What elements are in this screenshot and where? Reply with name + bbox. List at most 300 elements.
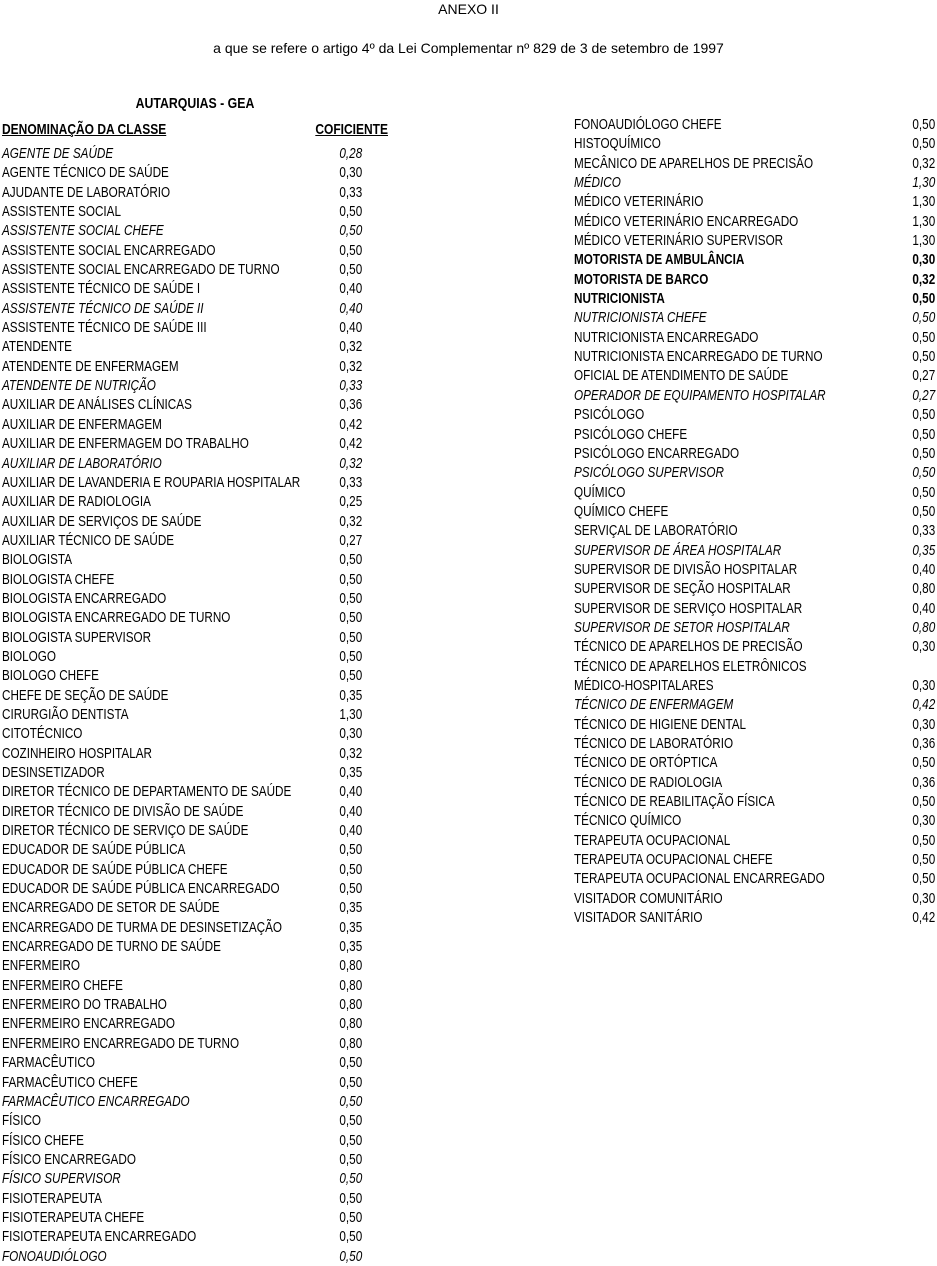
class-row <box>574 869 935 888</box>
document-subtitle: a que se refere o artigo 4º da Lei Complementar nº 829 de 3 de setembro de 1997 <box>213 40 724 56</box>
class-coefficient: 0,33 <box>339 473 362 491</box>
class-coefficient: 0,50 <box>339 551 362 569</box>
class-row <box>2 260 362 279</box>
class-coefficient: 0,40 <box>339 299 362 317</box>
class-name: OPERADOR DE EQUIPAMENTO HOSPITALAR <box>574 386 826 404</box>
class-row <box>2 956 362 975</box>
class-name: VISITADOR COMUNITÁRIO <box>574 889 723 907</box>
class-name: ENFERMEIRO <box>2 957 81 975</box>
class-coefficient: 0,50 <box>339 570 362 588</box>
class-name: AJUDANTE DE LABORATÓRIO <box>2 183 171 201</box>
class-name: AUXILIAR DE ENFERMAGEM DO TRABALHO <box>2 435 249 453</box>
class-name: TÉCNICO DE APARELHOS ELETRÔNICOS <box>574 657 807 675</box>
class-row <box>574 792 935 811</box>
section-title: AUTARQUIAS - GEA <box>135 95 255 112</box>
class-coefficient: 0,32 <box>912 154 935 172</box>
class-row <box>2 183 362 202</box>
class-row <box>2 995 362 1014</box>
class-name: ASSISTENTE SOCIAL CHEFE <box>2 222 164 240</box>
class-coefficient: 0,27 <box>912 367 935 385</box>
class-name: TÉCNICO DE APARELHOS DE PRECISÃO <box>574 638 803 656</box>
class-name: PSICÓLOGO <box>574 406 645 424</box>
class-name: FÍSICO <box>2 1112 42 1130</box>
document-title: ANEXO II <box>438 1 499 17</box>
class-name: BIOLOGO CHEFE <box>2 667 99 685</box>
class-coefficient: 0,50 <box>339 667 362 685</box>
class-coefficient: 0,50 <box>912 464 935 482</box>
class-name: BIOLOGISTA SUPERVISOR <box>2 628 152 646</box>
class-row <box>2 1227 362 1246</box>
class-name: MECÂNICO DE APARELHOS DE PRECISÃO <box>574 154 814 172</box>
class-coefficient: 0,50 <box>912 135 935 153</box>
class-coefficient: 0,50 <box>339 1054 362 1072</box>
class-coefficient: 0,32 <box>339 454 362 472</box>
column-header-name: DENOMINAÇÃO DA CLASSE <box>2 121 167 138</box>
right-class-list <box>574 115 935 927</box>
class-name: ATENDENTE DE ENFERMAGEM <box>2 357 179 375</box>
class-row <box>2 782 362 801</box>
class-row <box>2 1014 362 1033</box>
class-row <box>574 579 935 598</box>
class-coefficient: 0,30 <box>912 676 935 694</box>
class-name: AUXILIAR DE ENFERMAGEM <box>2 415 162 433</box>
class-row <box>2 144 362 163</box>
class-coefficient: 0,30 <box>912 638 935 656</box>
class-name: FONOAUDIÓLOGO <box>2 1247 107 1265</box>
class-row <box>574 115 935 134</box>
class-coefficient: 0,35 <box>912 541 935 559</box>
class-coefficient: 0,30 <box>912 715 935 733</box>
class-name: MÉDICO VETERINÁRIO ENCARREGADO <box>574 212 799 230</box>
class-coefficient: 0,32 <box>912 270 935 288</box>
class-row <box>2 860 362 879</box>
class-row <box>2 1131 362 1150</box>
class-row <box>2 376 362 395</box>
class-row <box>2 550 362 569</box>
class-name: SUPERVISOR DE DIVISÃO HOSPITALAR <box>574 560 798 578</box>
class-coefficient: 0,50 <box>912 425 935 443</box>
class-coefficient: 0,32 <box>339 512 362 530</box>
class-row <box>2 570 362 589</box>
class-coefficient: 0,42 <box>912 696 935 714</box>
class-name: MOTORISTA DE AMBULÂNCIA <box>574 251 745 269</box>
class-name: NUTRICIONISTA CHEFE <box>574 309 707 327</box>
class-name: TÉCNICO DE LABORATÓRIO <box>574 735 734 752</box>
class-coefficient: 0,30 <box>912 889 935 907</box>
class-name: TERAPEUTA OCUPACIONAL <box>574 831 731 849</box>
class-name: CIRURGIÃO DENTISTA <box>2 705 129 723</box>
class-row <box>574 328 935 347</box>
class-name: BIOLOGO <box>2 647 56 665</box>
class-row <box>574 386 935 405</box>
class-coefficient: 0,50 <box>339 628 362 646</box>
class-row <box>2 898 362 917</box>
class-row <box>574 502 935 521</box>
class-row <box>574 425 935 444</box>
class-name: DIRETOR TÉCNICO DE DIVISÃO DE SAÚDE <box>2 802 244 820</box>
class-row <box>574 347 935 366</box>
class-row <box>574 231 935 250</box>
class-coefficient: 0,50 <box>339 1247 362 1265</box>
class-name: TERAPEUTA OCUPACIONAL ENCARREGADO <box>574 870 825 888</box>
class-coefficient: 0,50 <box>912 290 935 308</box>
class-row <box>2 628 362 647</box>
class-coefficient: 0,35 <box>339 899 362 917</box>
class-row <box>2 1247 362 1266</box>
class-name: FÍSICO CHEFE <box>2 1131 84 1149</box>
class-coefficient: 0,36 <box>339 396 362 414</box>
class-name: BIOLOGISTA <box>2 551 73 569</box>
class-row <box>2 1053 362 1072</box>
class-coefficient: 0,50 <box>339 1112 362 1130</box>
class-row <box>574 657 935 676</box>
class-coefficient: 0,50 <box>339 1092 362 1110</box>
class-name: EDUCADOR DE SAÚDE PÚBLICA CHEFE <box>2 860 228 878</box>
class-name: TERAPEUTA OCUPACIONAL CHEFE <box>574 851 773 869</box>
class-name: ATENDENTE <box>2 338 72 356</box>
class-coefficient: 0,30 <box>339 164 362 182</box>
class-row <box>2 318 362 337</box>
class-coefficient: 0,36 <box>912 773 935 791</box>
class-name: FARMACÊUTICO ENCARREGADO <box>2 1092 190 1110</box>
class-row <box>2 1189 362 1208</box>
class-name: ENCARREGADO DE TURMA DE DESINSETIZAÇÃO <box>2 918 282 936</box>
class-row <box>2 918 362 937</box>
class-name: TÉCNICO DE HIGIENE DENTAL <box>574 715 747 733</box>
class-row <box>2 1092 362 1111</box>
class-coefficient: 0,27 <box>339 531 362 549</box>
class-row <box>574 715 935 734</box>
class-coefficient: 0,50 <box>339 261 362 279</box>
class-coefficient: 0,40 <box>339 802 362 820</box>
class-row <box>574 521 935 540</box>
class-coefficient: 0,50 <box>912 483 935 501</box>
class-name: ENCARREGADO DE TURNO DE SAÚDE <box>2 938 221 956</box>
class-row <box>2 879 362 898</box>
class-name: SUPERVISOR DE SERVIÇO HOSPITALAR <box>574 599 803 617</box>
class-name: AGENTE DE SAÚDE <box>2 145 114 162</box>
class-coefficient: 0,50 <box>912 116 935 133</box>
class-name: MÉDICO VETERINÁRIO <box>574 193 704 211</box>
class-name: VISITADOR SANITÁRIO <box>574 909 703 927</box>
class-row <box>574 541 935 560</box>
class-name: MÉDICO VETERINÁRIO SUPERVISOR <box>574 232 784 250</box>
class-row <box>574 850 935 869</box>
class-name: ENCARREGADO DE SETOR DE SAÚDE <box>2 899 220 917</box>
class-name: HISTOQUÍMICO <box>574 135 661 153</box>
class-row <box>2 221 362 240</box>
class-name: NUTRICIONISTA ENCARREGADO DE TURNO <box>574 348 823 366</box>
class-coefficient: 0,30 <box>912 812 935 830</box>
class-name: ASSISTENTE TÉCNICO DE SAÚDE II <box>2 299 204 317</box>
class-coefficient: 0,32 <box>339 357 362 375</box>
class-row <box>2 163 362 182</box>
class-coefficient: 0,28 <box>339 145 362 162</box>
class-name: NUTRICIONISTA ENCARREGADO <box>574 328 759 346</box>
class-row <box>2 279 362 298</box>
class-row <box>574 289 935 308</box>
class-name: SUPERVISOR DE ÁREA HOSPITALAR <box>574 541 782 559</box>
class-row <box>2 608 362 627</box>
class-row <box>574 405 935 424</box>
class-row <box>574 444 935 463</box>
class-row <box>2 492 362 511</box>
class-coefficient: 0,50 <box>912 406 935 424</box>
class-row <box>2 802 362 821</box>
class-name: SUPERVISOR DE SEÇÃO HOSPITALAR <box>574 580 791 598</box>
class-coefficient: 1,30 <box>912 193 935 211</box>
class-coefficient: 0,50 <box>339 841 362 859</box>
class-row <box>574 250 935 269</box>
class-coefficient: 0,35 <box>339 918 362 936</box>
class-coefficient: 0,50 <box>339 609 362 627</box>
class-row <box>574 637 935 656</box>
class-row <box>2 1111 362 1130</box>
class-row <box>2 434 362 453</box>
class-coefficient: 0,35 <box>339 938 362 956</box>
class-coefficient: 0,50 <box>339 1170 362 1188</box>
class-coefficient: 1,30 <box>912 232 935 250</box>
class-name: PSICÓLOGO ENCARREGADO <box>574 444 740 462</box>
class-coefficient: 0,30 <box>912 251 935 269</box>
class-coefficient: 0,80 <box>339 957 362 975</box>
class-row <box>2 666 362 685</box>
class-row <box>574 212 935 231</box>
class-row <box>2 337 362 356</box>
class-coefficient: 0,80 <box>339 1034 362 1052</box>
class-name: ASSISTENTE SOCIAL <box>2 203 121 221</box>
class-row <box>2 763 362 782</box>
class-name: BIOLOGISTA ENCARREGADO <box>2 589 167 607</box>
class-row <box>574 831 935 850</box>
class-name: QUÍMICO CHEFE <box>574 502 669 520</box>
class-name: AUXILIAR DE RADIOLOGIA <box>2 493 151 511</box>
class-name: FONOAUDIÓLOGO CHEFE <box>574 116 722 133</box>
class-coefficient: 0,50 <box>339 1131 362 1149</box>
class-coefficient: 0,33 <box>339 183 362 201</box>
class-row <box>574 695 935 714</box>
class-name: QUÍMICO <box>574 483 626 501</box>
class-name: ASSISTENTE TÉCNICO DE SAÚDE I <box>2 280 201 298</box>
class-row <box>2 647 362 666</box>
class-row <box>574 134 935 153</box>
class-coefficient: 0,50 <box>339 1228 362 1246</box>
class-name: BIOLOGISTA CHEFE <box>2 570 115 588</box>
class-name: FÍSICO ENCARREGADO <box>2 1150 136 1168</box>
class-name: MÉDICO-HOSPITALARES <box>574 676 714 694</box>
class-name: OFICIAL DE ATENDIMENTO DE SAÚDE <box>574 367 789 385</box>
class-row <box>2 589 362 608</box>
class-name: MÉDICO <box>574 174 621 192</box>
class-name: CHEFE DE SEÇÃO DE SAÚDE <box>2 686 169 704</box>
class-row <box>574 270 935 289</box>
class-row <box>2 724 362 743</box>
class-coefficient: 0,50 <box>912 348 935 366</box>
class-coefficient: 0,40 <box>339 319 362 337</box>
class-row <box>574 463 935 482</box>
class-name: SERVIÇAL DE LABORATÓRIO <box>574 522 738 540</box>
class-coefficient: 0,36 <box>912 735 935 752</box>
class-name: FARMACÊUTICO CHEFE <box>2 1073 138 1091</box>
class-coefficient: 0,42 <box>339 435 362 453</box>
class-name: ENFERMEIRO DO TRABALHO <box>2 996 167 1014</box>
class-row <box>574 599 935 618</box>
class-row <box>2 840 362 859</box>
class-row <box>2 1208 362 1227</box>
class-row <box>2 415 362 434</box>
class-coefficient: 0,80 <box>339 1015 362 1033</box>
class-coefficient: 0,50 <box>339 203 362 221</box>
class-coefficient: 0,50 <box>912 793 935 811</box>
class-name: ASSISTENTE SOCIAL ENCARREGADO <box>2 241 216 259</box>
class-row <box>2 512 362 531</box>
class-name: TÉCNICO QUÍMICO <box>574 812 682 830</box>
class-coefficient: 0,35 <box>339 764 362 781</box>
class-coefficient: 0,33 <box>339 377 362 395</box>
class-name: FISIOTERAPEUTA CHEFE <box>2 1208 145 1226</box>
class-row <box>2 1073 362 1092</box>
class-row <box>2 705 362 724</box>
class-name: PSICÓLOGO CHEFE <box>574 425 688 443</box>
class-row <box>2 395 362 414</box>
class-name: COZINHEIRO HOSPITALAR <box>2 744 152 762</box>
column-header-coefficient: COFICIENTE <box>315 121 388 138</box>
class-row <box>574 889 935 908</box>
class-name: DIRETOR TÉCNICO DE SERVIÇO DE SAÚDE <box>2 822 249 840</box>
class-coefficient: 0,40 <box>339 280 362 298</box>
class-row <box>2 744 362 763</box>
class-row <box>2 531 362 550</box>
class-coefficient: 0,40 <box>339 822 362 840</box>
class-coefficient: 0,50 <box>339 241 362 259</box>
class-coefficient: 0,42 <box>339 415 362 433</box>
class-row <box>2 1169 362 1188</box>
class-coefficient: 0,27 <box>912 386 935 404</box>
class-coefficient: 0,80 <box>339 976 362 994</box>
class-row <box>2 976 362 995</box>
class-coefficient: 0,50 <box>339 1073 362 1091</box>
class-row <box>574 560 935 579</box>
class-name: ASSISTENTE SOCIAL ENCARREGADO DE TURNO <box>2 261 280 279</box>
class-row <box>2 357 362 376</box>
class-coefficient: 0,50 <box>339 589 362 607</box>
class-name: AUXILIAR DE LABORATÓRIO <box>2 454 162 472</box>
class-row <box>2 241 362 260</box>
class-name: MOTORISTA DE BARCO <box>574 270 709 288</box>
class-name: AUXILIAR DE ANÁLISES CLÍNICAS <box>2 396 192 414</box>
class-coefficient: 0,40 <box>339 783 362 801</box>
class-coefficient: 0,40 <box>912 560 935 578</box>
class-row <box>574 811 935 830</box>
class-coefficient: 0,32 <box>339 744 362 762</box>
class-row <box>574 734 935 753</box>
class-name: BIOLOGISTA ENCARREGADO DE TURNO <box>2 609 231 627</box>
class-row <box>2 299 362 318</box>
class-name: TÉCNICO DE REABILITAÇÃO FÍSICA <box>574 793 775 811</box>
class-row <box>2 937 362 956</box>
class-name: ENFERMEIRO ENCARREGADO DE TURNO <box>2 1034 240 1052</box>
class-name: ENFERMEIRO ENCARREGADO <box>2 1015 175 1033</box>
class-row <box>574 676 935 695</box>
class-coefficient: 0,80 <box>339 996 362 1014</box>
class-name: TÉCNICO DE ORTÓPTICA <box>574 754 718 772</box>
class-name: TÉCNICO DE RADIOLOGIA <box>574 773 723 791</box>
class-coefficient: 0,25 <box>339 493 362 511</box>
class-coefficient: 0,50 <box>339 222 362 240</box>
class-name: FÍSICO SUPERVISOR <box>2 1170 121 1188</box>
class-coefficient: 0,50 <box>912 870 935 888</box>
class-coefficient: 0,50 <box>339 880 362 898</box>
class-name: DESINSETIZADOR <box>2 764 105 781</box>
class-name: ENFERMEIRO CHEFE <box>2 976 123 994</box>
class-row <box>574 154 935 173</box>
class-name: AGENTE TÉCNICO DE SAÚDE <box>2 164 169 182</box>
class-row <box>2 454 362 473</box>
class-name: AUXILIAR DE SERVIÇOS DE SAÚDE <box>2 512 202 530</box>
class-coefficient: 0,50 <box>912 309 935 327</box>
class-name: EDUCADOR DE SAÚDE PÚBLICA <box>2 841 186 859</box>
class-coefficient: 0,35 <box>339 686 362 704</box>
class-coefficient: 0,42 <box>912 909 935 927</box>
class-coefficient: 0,50 <box>912 851 935 869</box>
class-row <box>2 202 362 221</box>
class-coefficient: 0,50 <box>912 444 935 462</box>
class-coefficient: 0,50 <box>912 831 935 849</box>
class-name: DIRETOR TÉCNICO DE DEPARTAMENTO DE SAÚDE <box>2 783 292 801</box>
class-coefficient: 1,30 <box>339 705 362 723</box>
class-name: NUTRICIONISTA <box>574 290 665 308</box>
class-name: ASSISTENTE TÉCNICO DE SAÚDE III <box>2 319 207 337</box>
class-coefficient: 0,80 <box>912 580 935 598</box>
class-name: FISIOTERAPEUTA ENCARREGADO <box>2 1228 197 1246</box>
left-class-list <box>2 144 362 1266</box>
class-row <box>2 1150 362 1169</box>
class-row <box>574 308 935 327</box>
class-coefficient: 1,30 <box>912 174 935 192</box>
class-row <box>2 473 362 492</box>
class-row <box>574 483 935 502</box>
class-name: AUXILIAR DE LAVANDERIA E ROUPARIA HOSPITALAR <box>2 473 301 491</box>
class-name: FISIOTERAPEUTA <box>2 1189 102 1207</box>
class-coefficient: 1,30 <box>912 212 935 230</box>
class-coefficient: 0,50 <box>339 1208 362 1226</box>
class-coefficient: 0,32 <box>339 338 362 356</box>
class-row <box>2 686 362 705</box>
class-name: TÉCNICO DE ENFERMAGEM <box>574 696 734 714</box>
class-coefficient: 0,50 <box>912 754 935 772</box>
class-name: CITOTÉCNICO <box>2 725 83 743</box>
class-name: PSICÓLOGO SUPERVISOR <box>574 464 724 482</box>
class-name: ATENDENTE DE NUTRIÇÃO <box>2 377 156 395</box>
class-row <box>574 753 935 772</box>
class-row <box>2 1034 362 1053</box>
class-coefficient: 0,50 <box>912 502 935 520</box>
class-name: AUXILIAR TÉCNICO DE SAÚDE <box>2 531 175 549</box>
class-row <box>574 773 935 792</box>
class-row <box>574 908 935 927</box>
class-coefficient: 0,33 <box>912 522 935 540</box>
class-row <box>2 821 362 840</box>
class-row <box>574 366 935 385</box>
class-coefficient: 0,30 <box>339 725 362 743</box>
class-coefficient: 0,50 <box>339 1150 362 1168</box>
class-name: EDUCADOR DE SAÚDE PÚBLICA ENCARREGADO <box>2 880 280 898</box>
class-coefficient: 0,80 <box>912 618 935 636</box>
class-coefficient: 0,40 <box>912 599 935 617</box>
class-coefficient: 0,50 <box>912 328 935 346</box>
class-coefficient: 0,50 <box>339 647 362 665</box>
class-coefficient: 0,50 <box>339 860 362 878</box>
